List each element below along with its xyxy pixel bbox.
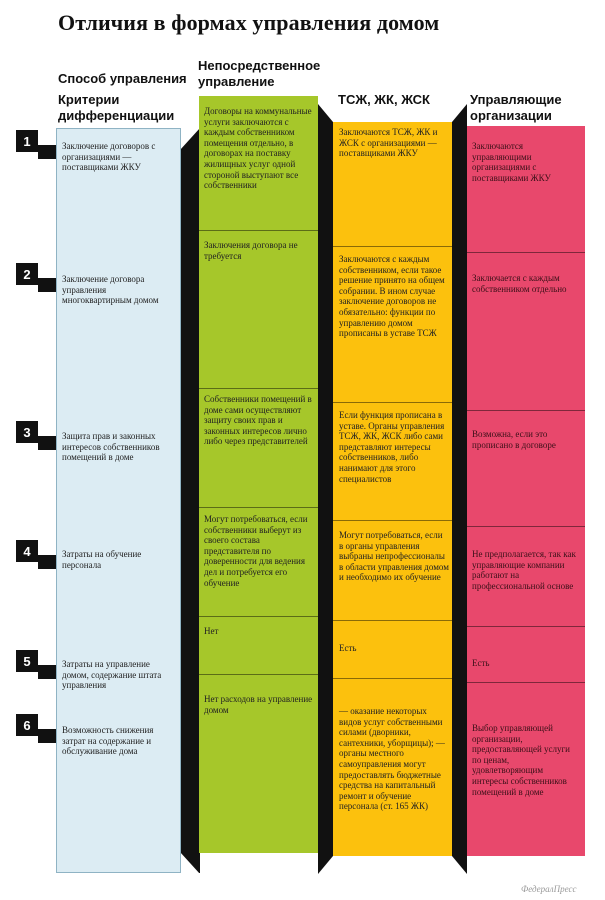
fold-shape: [180, 128, 200, 150]
publisher-logo: ФедералПресс: [521, 884, 577, 894]
row-divider: [467, 252, 585, 253]
row-marker-bar: [38, 436, 56, 450]
row-divider: [333, 520, 452, 521]
row-marker-bar: [38, 729, 56, 743]
fold-shape: [180, 852, 200, 874]
fold-shape: [318, 856, 333, 874]
direct-cell: Нет расходов на управление домом: [204, 694, 313, 715]
header-criteria: Критерии дифференциации: [58, 92, 175, 123]
direct-column: [199, 96, 318, 853]
row-number: 3: [16, 421, 38, 443]
row-divider: [333, 620, 452, 621]
criterion-text: Защита прав и законных интересов собственников помещений в доме: [62, 431, 160, 463]
fold-shape: [452, 856, 467, 874]
direct-cell: Заключения договора не требуется: [204, 240, 298, 261]
row-marker-bar: [38, 665, 56, 679]
row-divider: [467, 626, 585, 627]
uk-cell: Возможна, если это прописано в договоре: [472, 429, 556, 450]
tsj-cell: Заключаются с каждым собственником, если такое решение принято на общем собрании. В ином случае заключение договоров не обязательно: функции по управлению домом прописаны в уставе ТСЖ: [339, 254, 445, 339]
fold-shape: [452, 104, 467, 122]
criterion-text: Затраты на обучение персонала: [62, 549, 142, 570]
row-divider: [199, 507, 318, 508]
row-number: 4: [16, 540, 38, 562]
direct-cell: Могут потребоваться, если собственники выберут из своего состава представителя по доверенности для ведения дел и потребуется его обучение: [204, 514, 308, 588]
header-direct: Непосредственное управление: [198, 58, 321, 89]
row-divider: [199, 616, 318, 617]
column-shadow: [318, 104, 333, 874]
row-number: 5: [16, 650, 38, 672]
direct-cell: Собственники помещений в доме сами осуществляют защиту своих прав и законных интересов лично либо через представителей: [204, 394, 312, 447]
uk-cell: Заключаются управляющими организациями с поставщиками ЖКУ: [472, 141, 551, 183]
row-divider: [199, 674, 318, 675]
row-divider: [333, 402, 452, 403]
criterion-text: Заключение договора управления многоквартирным домом: [62, 274, 159, 306]
criterion-text: Затраты на управление домом, содержание штата управления: [62, 659, 162, 691]
uk-cell: Есть: [472, 658, 490, 668]
header-tsj: ТСЖ, ЖК, ЖСК: [338, 92, 430, 107]
uk-cell: Не предполагается, так как управляющие компании работают на профессиональной основе: [472, 549, 576, 591]
row-divider: [333, 678, 452, 679]
criteria-column: [56, 128, 181, 873]
row-divider: [199, 388, 318, 389]
row-divider: [333, 246, 452, 247]
criterion-text: Возможность снижения затрат на содержание и обслуживание дома: [62, 725, 154, 757]
fold-shape: [318, 104, 333, 122]
column-shadow: [180, 128, 200, 873]
tsj-cell: Есть: [339, 643, 357, 653]
tsj-cell: Если функция прописана в уставе. Органы управления ТСЖ, ЖК, ЖСК либо сами представляют интересы собственников, либо нанимают для этого специалистов: [339, 410, 445, 484]
direct-cell: Договоры на коммунальные услуги заключаются с каждым собственником помещения отдельно, в договорах на поставку жилищных услуг одной стороной выступают все собственники: [204, 106, 312, 191]
column-shadow: [452, 104, 467, 874]
header-uk: Управляющие организации: [470, 92, 562, 123]
row-divider: [467, 682, 585, 683]
tsj-cell: Могут потребоваться, если в органы управления выбраны непрофессионалы в области управления домом и необходимо их обучение: [339, 530, 449, 583]
criterion-text: Заключение договоров с организациями — поставщиками ЖКУ: [62, 141, 156, 173]
tsj-cell: — оказание некоторых видов услуг собственными силами (дворники, сантехники, уборщицы); — органы местного самоуправления могут предоставлять бюджетные средства на капитальный ремонт и обучение персонала (ст. 165 ЖК): [339, 706, 445, 812]
row-divider: [199, 230, 318, 231]
row-divider: [467, 410, 585, 411]
header-method: Способ управления: [58, 71, 187, 86]
row-marker-bar: [38, 145, 56, 159]
row-marker-bar: [38, 278, 56, 292]
row-number: 6: [16, 714, 38, 736]
row-marker-bar: [38, 555, 56, 569]
direct-cell: Нет: [204, 626, 219, 636]
row-number: 2: [16, 263, 38, 285]
row-divider: [467, 526, 585, 527]
page-title: Отличия в формах управления домом: [58, 10, 440, 35]
uk-cell: Выбор управляющей организации, предоставляющей услуги по ценам, удовлетворяющим интересы собственников помещений в доме: [472, 723, 570, 797]
row-number: 1: [16, 130, 38, 152]
tsj-cell: Заключаются ТСЖ, ЖК и ЖСК с организациями — поставщиками ЖКУ: [339, 127, 438, 159]
uk-cell: Заключается с каждым собственником отдельно: [472, 273, 567, 294]
